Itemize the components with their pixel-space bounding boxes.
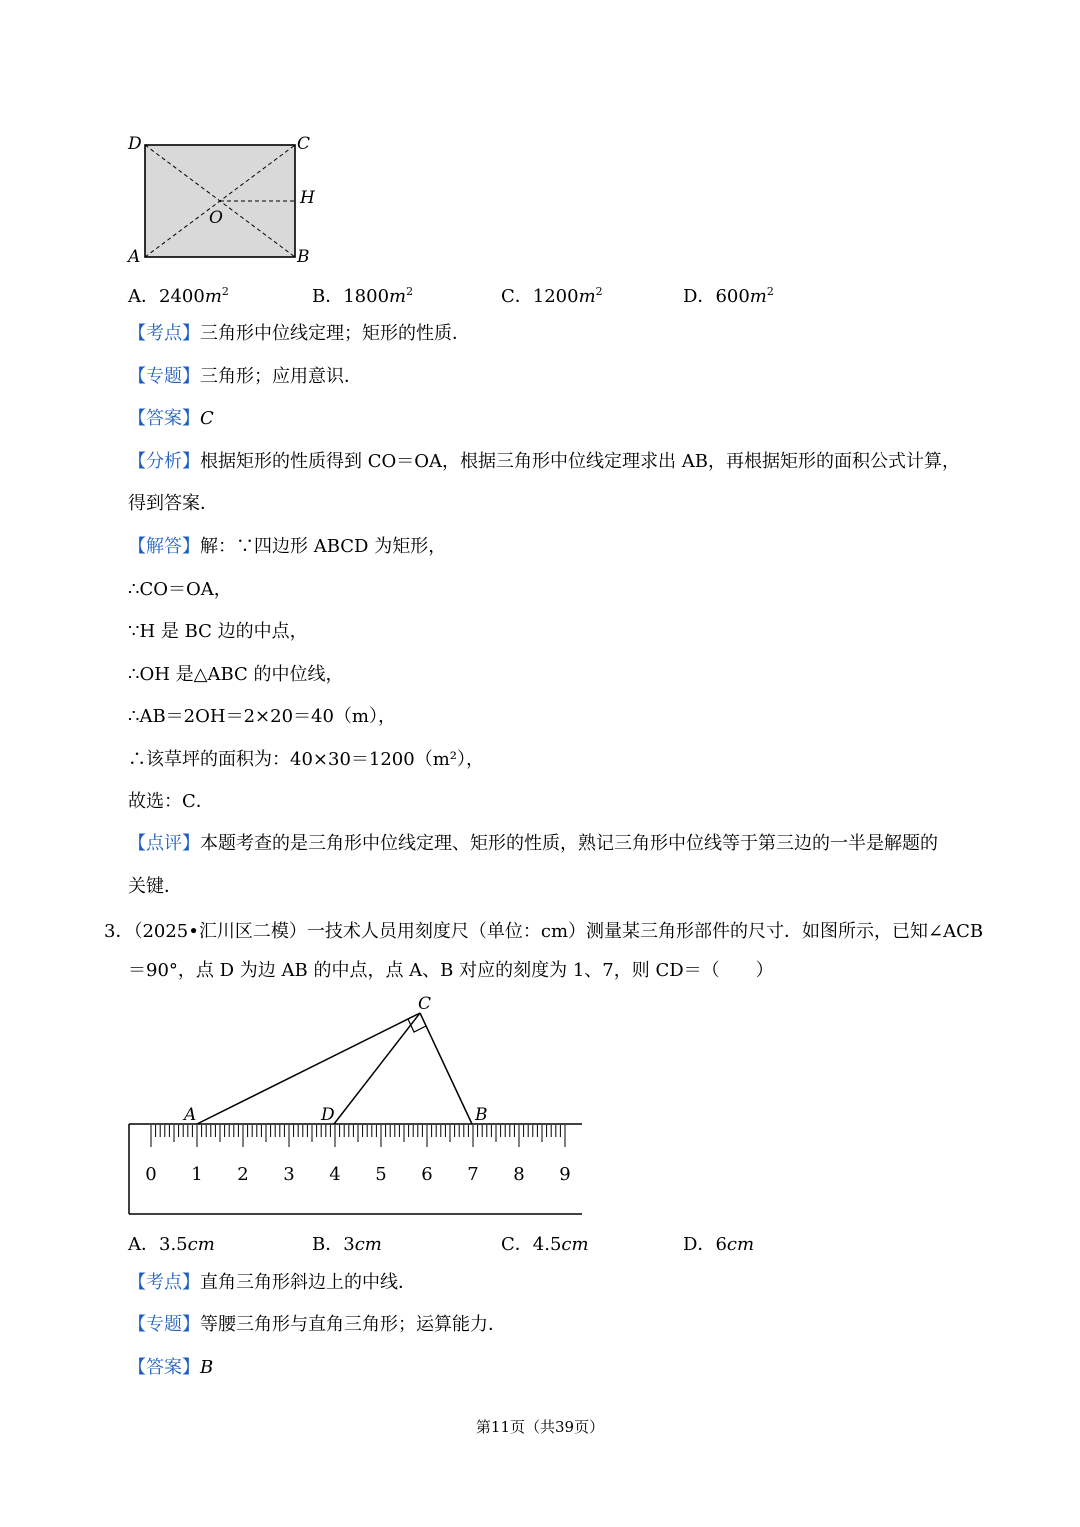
rectangle-figure: [120, 128, 320, 268]
ruler-tick-label: 4: [329, 1164, 341, 1185]
q3-kaodian: 【考点】直角三角形斜边上的中线．: [128, 1272, 416, 1293]
ruler-labels: [145, 1164, 570, 1185]
label-b: B: [475, 1105, 488, 1125]
label-b: B: [297, 247, 310, 267]
q3-option-b: B．3cm: [312, 1234, 382, 1255]
fenxi-tag: 【分析】: [128, 451, 200, 472]
side-ac: [197, 1013, 420, 1124]
q2-step-3: ∴OH 是△ABC 的中位线，: [128, 664, 344, 685]
q2-option-b: B．$1800m^2$: [312, 285, 414, 307]
q2-option-a: A．$2400m^2$: [128, 285, 229, 307]
q2-step-1: ∴CO＝OA，: [128, 579, 232, 600]
ruler-triangle-figure: [120, 988, 590, 1218]
dianping-tag: 【点评】: [128, 833, 200, 854]
daan-tag: 【答案】: [128, 408, 200, 429]
label-o: O: [209, 208, 223, 228]
ruler-tick-label: 3: [283, 1164, 295, 1185]
ruler-tick-label: 2: [237, 1164, 249, 1185]
q3-stem-line1: 3．（2025•汇川区二模）一技术人员用刻度尺（单位：cm）测量某三角形部件的尺寸．如图所示，已知∠ACB: [104, 921, 984, 942]
q2-jieda: 【解答】解：∵四边形 ABCD 为矩形，: [128, 536, 447, 557]
q2-step-4: ∴AB＝2OH＝2×20＝40（m），: [128, 706, 396, 727]
q2-dianping-line2: 关键．: [128, 876, 182, 897]
page-footer: 第11页（共39页）: [475, 1418, 605, 1436]
q3-zhuanti: 【专题】等腰三角形与直角三角形；运算能力．: [128, 1314, 506, 1335]
q3-daan: 【答案】B: [128, 1357, 214, 1378]
label-d: D: [321, 1105, 335, 1125]
label-a: A: [128, 247, 141, 267]
zhuanti-tag: 【专题】: [128, 1314, 200, 1335]
ruler-tick-label: 9: [559, 1164, 571, 1185]
q2-daan: 【答案】C: [128, 408, 214, 429]
ruler-ticks: [151, 1125, 565, 1147]
side-cb: [420, 1013, 472, 1124]
ruler-tick-label: 8: [513, 1164, 525, 1185]
ruler-tick-label: 5: [375, 1164, 387, 1185]
q3-stem-line2: ＝90°，点 D 为边 AB 的中点，点 A、B 对应的刻度为 1、7，则 CD＝（ ）: [128, 960, 774, 981]
ruler-tick-label: 6: [421, 1164, 433, 1185]
label-d: D: [128, 134, 142, 154]
ruler-tick-label: 0: [145, 1164, 157, 1185]
q2-option-d: D．$600m^2$: [683, 285, 774, 307]
ruler-tick-label: 1: [191, 1164, 203, 1185]
label-c: C: [297, 134, 311, 154]
label-h: H: [300, 188, 315, 208]
q3-option-c: C．4.5cm: [501, 1234, 589, 1255]
q2-step-5: ∴该草坪的面积为：40×30＝1200（m²），: [128, 749, 484, 770]
q2-dianping: 【点评】本题考查的是三角形中位线定理、矩形的性质，熟记三角形中位线等于第三边的一半是解题的: [128, 833, 938, 854]
q2-zhuanti: 【专题】三角形；应用意识．: [128, 366, 362, 387]
q2-fenxi-line2: 得到答案．: [128, 493, 218, 514]
kaodian-tag: 【考点】: [128, 323, 200, 344]
ruler-tick-label: 7: [467, 1164, 479, 1185]
q3-option-d: D．6cm: [683, 1234, 755, 1255]
q2-step-6: 故选：C．: [128, 791, 214, 812]
daan-tag: 【答案】: [128, 1357, 200, 1378]
q2-step-2: ∵H 是 BC 边的中点，: [128, 621, 308, 642]
label-a: A: [184, 1105, 197, 1125]
q2-option-c: C．$1200m^2$: [501, 285, 603, 307]
jieda-tag: 【解答】: [128, 536, 200, 557]
zhuanti-tag: 【专题】: [128, 366, 200, 387]
segment-cd: [334, 1013, 420, 1124]
q3-option-a: A．3.5cm: [128, 1234, 215, 1255]
label-c: C: [418, 994, 432, 1014]
kaodian-tag: 【考点】: [128, 1272, 200, 1293]
q2-kaodian: 【考点】三角形中位线定理；矩形的性质．: [128, 323, 470, 344]
q2-fenxi: 【分析】根据矩形的性质得到 CO＝OA，根据三角形中位线定理求出 AB，再根据矩形的面积公式计算，: [128, 451, 960, 472]
